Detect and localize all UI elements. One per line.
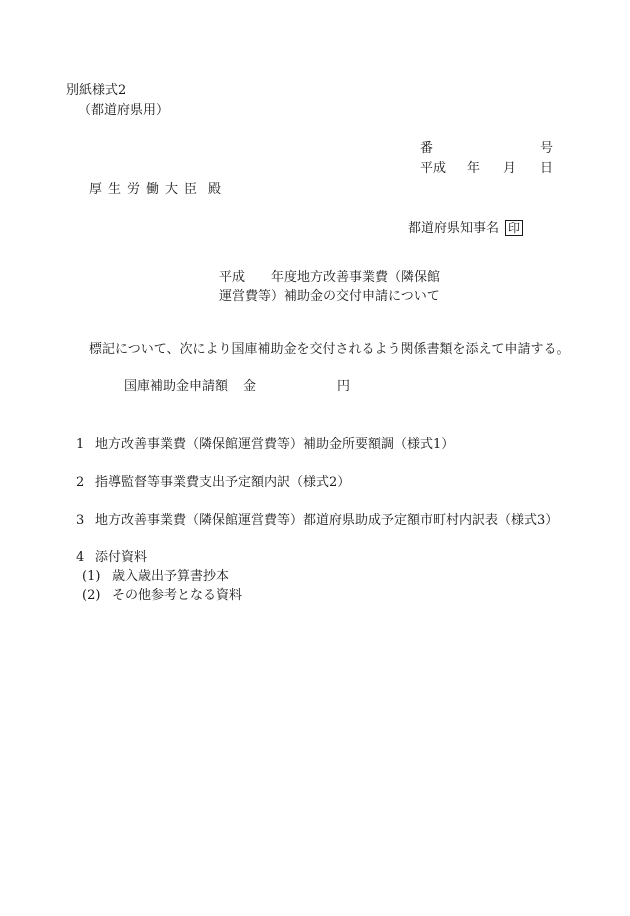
item-2-text: 指導監督等事業費支出予定額内訳（様式2） [95, 475, 351, 490]
date-era: 平成 [420, 161, 447, 176]
amount-kin: 金 [243, 379, 257, 394]
item-3-num: 3 [76, 513, 85, 528]
amount-label: 国庫補助金申請額 [124, 379, 229, 394]
addressee-name: 厚生労働大臣 [89, 182, 204, 197]
date-year: 年 [467, 161, 481, 176]
attachment-1-text: 歳入歳出予算書抄本 [112, 569, 230, 584]
number-suffix: 号 [540, 141, 554, 156]
item-3-text: 地方改善事業費（隣保館運営費等）都道府県助成予定額市町村内訳表（様式3） [95, 513, 559, 528]
title-line-2: 運営費等）補助金の交付申請について [219, 289, 440, 304]
title-line-1: 平成 年度地方改善事業費（隣保館 [219, 270, 441, 285]
item-1-text: 地方改善事業費（隣保館運営費等）補助金所要額調（様式1） [95, 437, 455, 452]
item-4-num: 4 [76, 550, 85, 565]
form-sub-label: （都道府県用） [78, 103, 170, 118]
form-label: 別紙様式2 [66, 83, 127, 98]
attachment-2-text: その他参考となる資料 [112, 588, 243, 603]
number-prefix: 番 [420, 141, 434, 156]
addressee-honorific: 殿 [208, 182, 222, 197]
attachment-2-num: (2) [82, 588, 101, 603]
seal-mark: 印 [505, 220, 523, 236]
amount-yen: 円 [337, 379, 351, 394]
sender-signature [408, 220, 523, 236]
date-day: 日 [540, 161, 554, 176]
date-month: 月 [503, 161, 517, 176]
item-4-text: 添付資料 [95, 550, 148, 565]
body-text: 標記について、次により国庫補助金を交付されるよう関係書類を添えて申請する。 [89, 342, 570, 357]
item-2-num: 2 [76, 475, 85, 490]
sender-name: 都道府県知事名 [408, 221, 500, 236]
attachment-1-num: (1) [82, 569, 101, 584]
item-1-num: 1 [76, 437, 85, 452]
